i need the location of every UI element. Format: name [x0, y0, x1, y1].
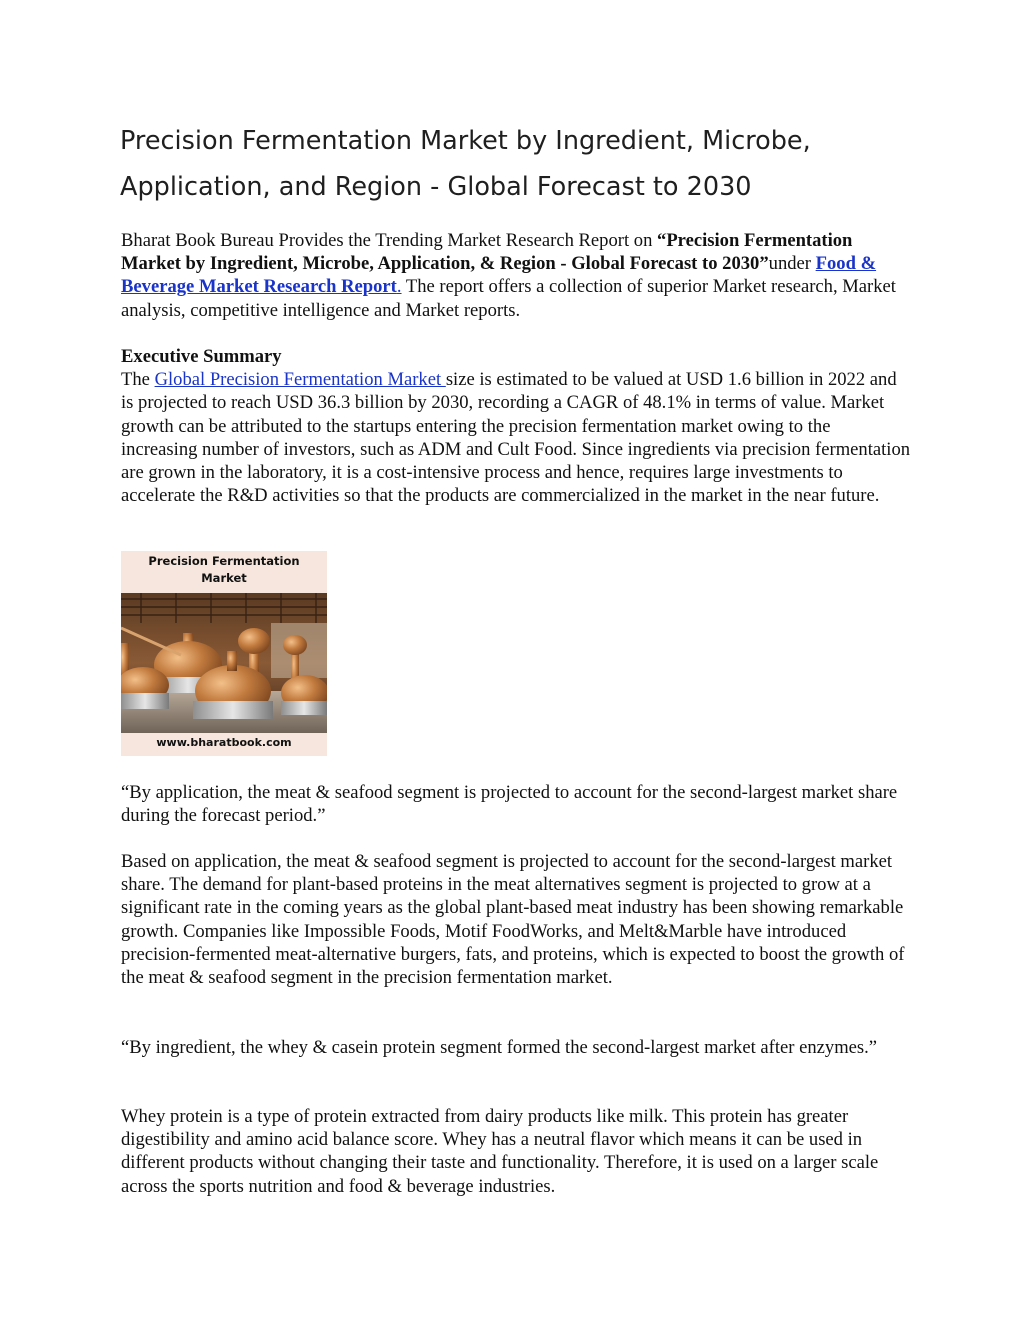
global-market-link[interactable]: Global Precision Fermentation Market	[154, 369, 446, 391]
banner-title-line-1: Precision Fermentation	[148, 554, 300, 568]
report-title-line-2: Application, and Region - Global Forecast to 2030	[120, 172, 752, 202]
banner-url: www.bharatbook.com	[156, 736, 292, 749]
executive-summary-section	[121, 345, 911, 507]
banner-title-line-2: Market	[201, 571, 247, 585]
brewery-tanks-photo	[121, 593, 327, 733]
application-paragraph: Based on application, the meat & seafood segment is projected to account for the second-largest market share. The demand for plant-based proteins in the meat alternatives segment is projected to grow at a significant rate in the coming years as the global plant-based meat industry has been showing remarkable growth. Companies like Impossible Foods, Motif FoodWorks, and Melt&Marble have introduced precision-fermented meat-alternative burgers, fats, and proteins, which is expected to boost the growth of the meat & seafood segment in the precision fermentation market.	[121, 851, 905, 989]
whey-protein-paragraph: Whey protein is a type of protein extracted from dairy products like milk. This protein has greater digestibility and amino acid balance score. Whey has a neutral flavor which means it can be used in different products without changing their taste and functionality. Therefore, it is used on a larger scale across the sports nutrition and food & beverage industries.	[121, 1106, 879, 1197]
report-title-line-1: Precision Fermentation Market by Ingredient, Microbe,	[120, 126, 811, 156]
executive-summary-lead: The	[121, 369, 155, 391]
executive-summary-text: size is estimated to be valued at USD 1.6 billion in 2022 and is projected to reach USD 36.3 billion by 2030, recording a CAGR of 48.1% in terms of value. Market growth can be attributed to the startups entering the precision fermentation market owing to the increasing number of investors, such as ADM and Cult Food. Since ingredients via precision fermentation are grown in the laboratory, it is a cost-intensive process and hence, requires large investments to accelerate the R&D activities so that the products are commercialized in the market in the near future.	[121, 369, 911, 507]
intro-paragraph	[121, 229, 911, 322]
intro-text: Bharat Book Bureau Provides the Trending Market Research Report on	[121, 230, 658, 251]
intro-report-name: “Precision Fermentation Market by Ingredient, Microbe, Application, & Region - Global Forecast to 2030”	[121, 230, 853, 275]
banner-title	[121, 553, 327, 587]
report-title	[120, 118, 920, 210]
executive-summary-heading: Executive Summary	[121, 346, 282, 367]
category-report-link[interactable]: Food & Beverage Market Research Report	[121, 253, 877, 298]
category-report-link-period[interactable]: .	[396, 276, 402, 298]
application-quote: “By application, the meat & seafood segment is projected to account for the second-largest market share during the forecast period.”	[121, 782, 898, 827]
intro-under: under	[768, 253, 816, 275]
ingredient-quote: “By ingredient, the whey & casein protein segment formed the second-largest market after enzymes.”	[121, 1037, 878, 1058]
market-banner-image	[121, 551, 327, 756]
intro-closing-text: The report offers a collection of superior Market research, Market analysis, competitive intelligence and Market reports.	[121, 276, 896, 321]
